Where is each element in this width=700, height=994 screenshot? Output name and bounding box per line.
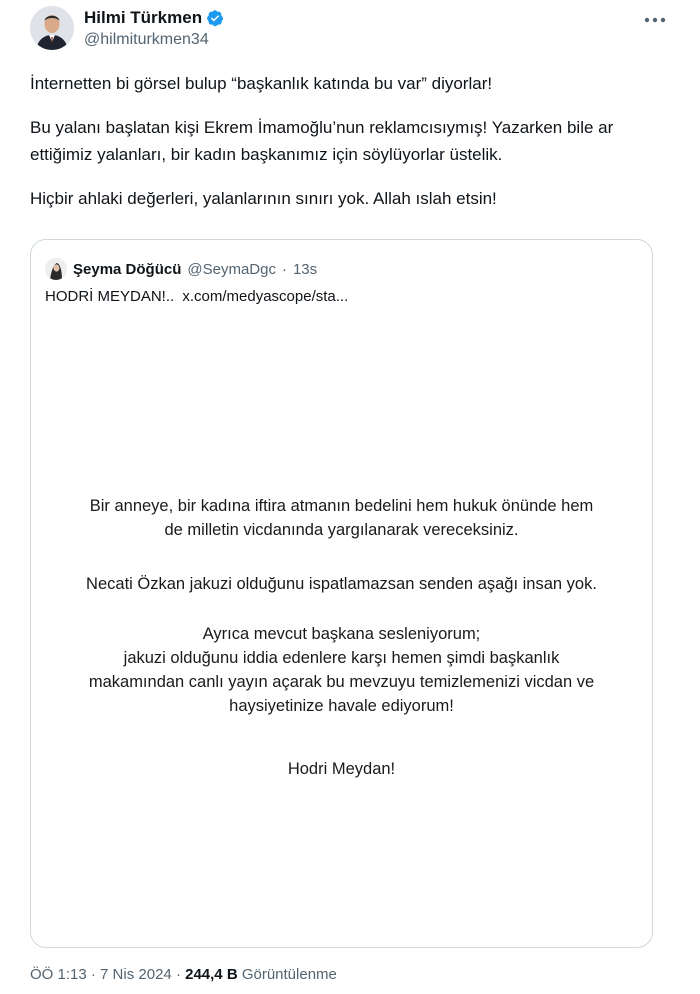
tweet-paragraph: Bu yalanı başlatan kişi Ekrem İmamoğlu’nun reklamcısıymış! Yazarken bile ar ettiğimiz yalanları, bir kadın başkanımız için söylüyorlar üstelik. bbox=[30, 118, 614, 164]
separator-dot: · bbox=[90, 966, 96, 983]
avatar-portrait-icon bbox=[30, 6, 74, 50]
statement-line: jakuzi olduğunu iddia edenlere karşı hemen şimdi başkanlık bbox=[123, 649, 560, 667]
statement-line: Bir anneye, bir kadına iftira atmanın bedelini hem hukuk önünde hem bbox=[89, 497, 594, 515]
tweet-text bbox=[30, 70, 670, 212]
quoted-author-handle[interactable]: @SeymaDgc bbox=[187, 260, 276, 278]
statement-image[interactable] bbox=[31, 316, 652, 947]
tweet-paragraph: İnternetten bi görsel bulup “başkanlık katında bu var” diyorlar! bbox=[30, 74, 493, 93]
statement-line: Ayrıca mevcut başkana sesleniyorum; bbox=[202, 625, 481, 643]
statement-line: haysiyetinize havale ediyorum! bbox=[229, 697, 454, 715]
quoted-avatar-portrait-icon bbox=[45, 258, 67, 280]
views-count: 244,4 B bbox=[185, 966, 238, 983]
quoted-tweet-header bbox=[45, 258, 317, 280]
tweet-time[interactable]: ÖÖ 1:13 bbox=[30, 966, 87, 983]
quoted-author-name[interactable]: Şeyma Döğücü bbox=[73, 260, 182, 278]
quoted-author-avatar[interactable] bbox=[45, 258, 67, 280]
more-options-icon[interactable] bbox=[642, 10, 668, 30]
quoted-link[interactable]: x.com/medyascope/sta... bbox=[182, 288, 349, 305]
author-handle[interactable]: @hilmiturkmen34 bbox=[84, 31, 209, 48]
statement-paragraph-3 bbox=[31, 622, 652, 718]
statement-line: Necati Özkan jakuzi olduğunu ispatlamazsan senden aşağı insan yok. bbox=[86, 575, 597, 593]
statement-paragraph-4 bbox=[31, 757, 652, 781]
separator-dot: · bbox=[281, 260, 287, 278]
statement-line: makamından canlı yayın açarak bu mevzuyu temizlemenizi vicdan ve bbox=[88, 673, 595, 691]
statement-paragraph-1 bbox=[31, 494, 652, 542]
tweet-meta bbox=[30, 966, 337, 983]
author-name[interactable]: Hilmi Türkmen bbox=[84, 8, 203, 27]
tweet-date[interactable]: 7 Nis 2024 bbox=[100, 966, 172, 983]
author-avatar[interactable] bbox=[30, 6, 74, 50]
separator-dot: · bbox=[175, 966, 181, 983]
statement-line: Hodri Meydan! bbox=[287, 760, 396, 778]
quoted-text: HODRİ MEYDAN!.. bbox=[45, 288, 175, 305]
author-name-row bbox=[84, 8, 224, 28]
quoted-tweet-text bbox=[45, 288, 348, 305]
author-block bbox=[84, 8, 224, 49]
tweet-paragraph: Hiçbir ahlaki değerleri, yalanlarının sınırı yok. Allah ıslah etsin! bbox=[30, 189, 497, 208]
quoted-tweet[interactable] bbox=[30, 239, 653, 948]
statement-paragraph-2 bbox=[31, 572, 652, 596]
tweet-header bbox=[30, 6, 670, 56]
views-label: Görüntülenme bbox=[241, 966, 337, 983]
quoted-timestamp[interactable]: 13s bbox=[292, 260, 318, 278]
verified-badge-icon[interactable] bbox=[206, 9, 224, 27]
statement-line: de milletin vicdanında yargılanarak vereceksiniz. bbox=[164, 521, 519, 539]
